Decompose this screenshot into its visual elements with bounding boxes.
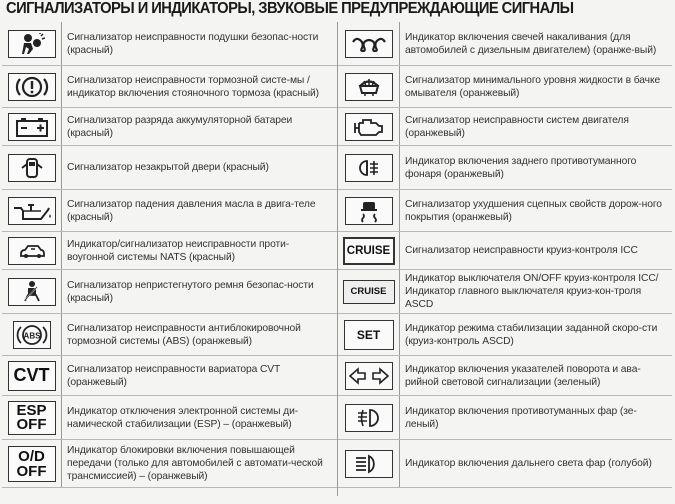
table-row [2, 396, 337, 440]
check-engine-icon [345, 113, 393, 141]
row-text: Индикатор отключения электронной системы ди-намической стабилизации (ESP) – (оранжевый) [67, 405, 299, 430]
table-row [2, 66, 337, 108]
row-text: Индикатор включения противотуманных фар (зе-леный) [405, 405, 637, 430]
table-row [2, 356, 337, 396]
row-text: Индикатор блокировки включения повышающей передачи (только для автомобилей с автомати-ческой трансмиссией) – (оранжевый) [67, 445, 323, 482]
security-car-icon [8, 237, 56, 265]
row-text: Сигнализатор разряда аккумуляторной батареи (красный) [67, 114, 293, 139]
right-column [337, 22, 672, 496]
front-fog-icon [345, 404, 393, 432]
row-text: Индикатор режима стабилизации заданной скоро-сти (круиз-контроль ASCD) [405, 322, 658, 347]
row-text: Сигнализатор неисправности антиблокировочной тормозной системы (ABS) (оранжевый) [67, 322, 301, 347]
table-row [2, 314, 337, 356]
table-row [338, 22, 672, 66]
table-row [2, 440, 337, 488]
table-row [2, 22, 337, 66]
table-row [338, 356, 672, 396]
table-row [2, 232, 337, 270]
cruise-switch-icon: CRUISE [343, 280, 395, 304]
airbag-icon [8, 30, 56, 58]
row-text: Сигнализатор незакрытой двери (красный) [67, 162, 269, 173]
glow-plug-icon [345, 30, 393, 58]
brake-warning-icon [8, 73, 56, 101]
left-column [2, 22, 337, 496]
turn-signal-icon [345, 362, 393, 390]
door-open-icon [8, 154, 56, 182]
svg-text:ABS: ABS [23, 331, 40, 340]
table-row [338, 314, 672, 356]
indicator-table [2, 22, 672, 496]
washer-fluid-icon [345, 73, 393, 101]
table-row [2, 146, 337, 190]
row-text: Индикатор/сигнализатор неисправности проти-воугонной системы NATS (красный) [67, 238, 290, 263]
cvt-icon: CVT [8, 361, 56, 391]
esp-off-icon: ESP OFF [8, 401, 56, 435]
seatbelt-icon [8, 278, 56, 306]
od-off-icon: O/D OFF [8, 446, 56, 482]
table-row [338, 66, 672, 108]
table-row [2, 190, 337, 232]
row-text: Индикатор включения заднего противотуманного фонаря (оранжевый) [405, 155, 637, 180]
cruise-warning-icon: CRUISE [343, 237, 395, 265]
row-text: Сигнализатор непристегнутого ремня безопас-ности (красный) [67, 279, 314, 304]
table-row [338, 108, 672, 146]
row-text: Сигнализатор неисправности систем двигателя (оранжевый) [405, 114, 629, 139]
table-row [2, 270, 337, 314]
row-text: Сигнализатор падения давления масла в двига-теле (красный) [67, 198, 316, 223]
table-row [338, 232, 672, 270]
row-text: Сигнализатор неисправности вариатора CVT (оранжевый) [67, 363, 281, 388]
set-icon: SET [344, 320, 394, 350]
row-text: Сигнализатор ухудшения сцепных свойств дорож-ного покрытия (оранжевый) [405, 198, 662, 223]
row-text: Индикатор включения дальнего света фар (голубой) [405, 458, 652, 469]
table-row [338, 190, 672, 232]
oil-pressure-icon [8, 197, 56, 225]
row-text: Сигнализатор неисправности круиз-контроля ICC [405, 245, 638, 256]
table-row [2, 108, 337, 146]
slippery-road-icon [345, 197, 393, 225]
row-text: Сигнализатор неисправности тормозной систе-мы /индикатор включения стояночного тормоза (красный) [67, 74, 319, 99]
battery-icon [8, 113, 56, 141]
row-text: Индикатор включения свечей накаливания (для автомобилей с дизельным двигателем) (оранже-вый) [405, 31, 657, 56]
abs-icon [13, 321, 51, 349]
table-row [338, 440, 672, 488]
table-row [338, 270, 672, 314]
table-row [338, 396, 672, 440]
row-text: Индикатор включения указателей поворота и ава-рийной световой сигнализации (зеленый) [405, 363, 641, 388]
row-text: Сигнализатор неисправности подушки безопас-ности (красный) [67, 31, 319, 56]
table-row [338, 146, 672, 190]
rear-fog-icon [345, 154, 393, 182]
row-text: Индикатор выключателя ON/OFF круиз-контроля ICC/Индикатор главного выключателя круиз-кон-троля ASCD [405, 273, 659, 310]
row-text: Сигнализатор минимального уровня жидкости в бачке омывателя (оранжевый) [405, 74, 661, 99]
high-beam-icon [345, 450, 393, 478]
page-title: СИГНАЛИЗАТОРЫ И ИНДИКАТОРЫ, ЗВУКОВЫЕ ПРЕДУПРЕЖДАЮЩИЕ СИГНАЛЫ [6, 0, 574, 17]
